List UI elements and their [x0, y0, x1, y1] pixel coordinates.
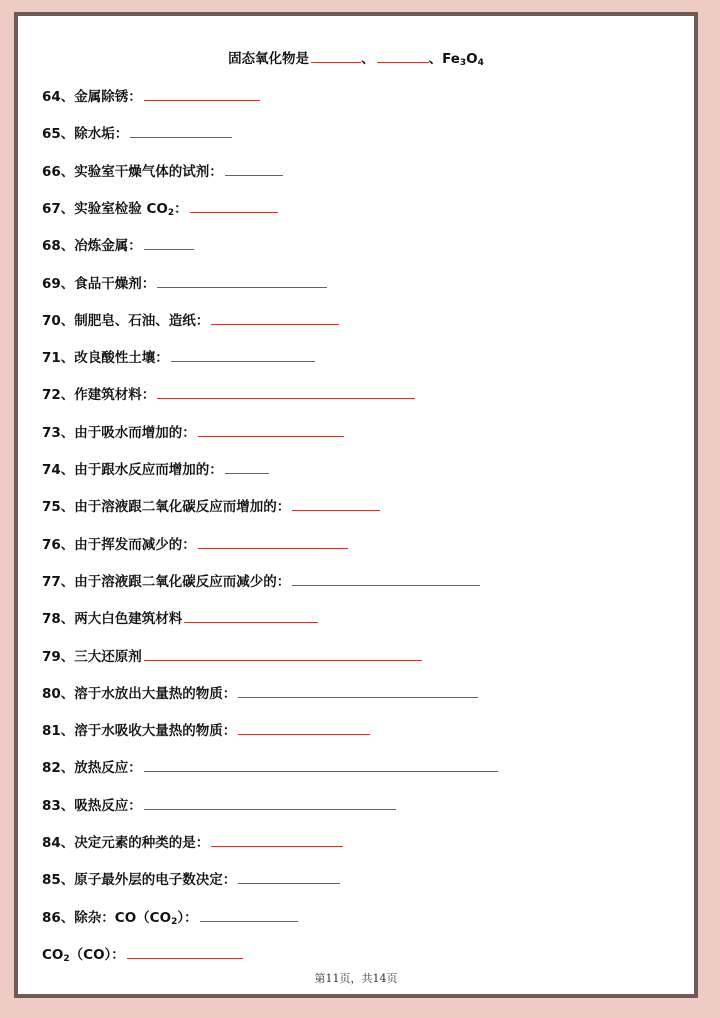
question-row — [42, 757, 498, 777]
answer-blank[interactable] — [225, 459, 269, 474]
separator: 、 — [361, 51, 375, 67]
question-text: 80、溶于水放出大量热的物质： — [42, 685, 237, 702]
question-row — [42, 720, 370, 740]
answer-blank[interactable] — [292, 571, 480, 586]
answer-blank[interactable] — [190, 198, 278, 213]
answer-blank[interactable] — [144, 86, 260, 101]
question-row — [42, 869, 340, 889]
question-text: 75、由于溶液跟二氧化碳反应而增加的： — [42, 499, 291, 516]
question-text: 73、由于吸水而增加的： — [42, 424, 196, 441]
question-text: 86、除杂：CO（CO — [42, 909, 172, 926]
question-row — [42, 422, 344, 442]
answer-blank[interactable] — [198, 422, 344, 437]
answer-blank[interactable] — [292, 496, 380, 511]
answer-blank[interactable] — [184, 608, 318, 623]
question-text: 78、两大白色建筑材料 — [42, 611, 183, 628]
question-row — [42, 608, 318, 628]
document-page — [14, 12, 698, 998]
answer-blank[interactable] — [171, 347, 315, 362]
question-text: 74、由于跟水反应而增加的： — [42, 462, 223, 478]
question-row — [42, 310, 339, 330]
answer-blank[interactable] — [377, 48, 429, 63]
question-row — [42, 86, 260, 106]
answer-blank[interactable] — [127, 944, 243, 959]
question-text: 81、溶于水吸收大量热的物质： — [42, 723, 237, 740]
question-row — [42, 832, 343, 852]
question-row — [42, 534, 348, 554]
question-text: 70、制肥皂、石油、造纸： — [42, 312, 210, 329]
question-row — [42, 683, 478, 703]
page-footer: 第11页，共14页 — [314, 972, 398, 985]
question-row — [42, 384, 415, 404]
formula-o: O — [466, 51, 478, 67]
question-row — [42, 347, 315, 367]
question-row — [42, 198, 278, 222]
question-row — [42, 273, 327, 293]
formula-subscript: 2 — [63, 953, 70, 964]
answer-blank[interactable] — [200, 907, 298, 922]
question-text: 76、由于挥发而减少的： — [42, 536, 196, 553]
question-row — [42, 459, 269, 479]
answer-blank[interactable] — [238, 683, 478, 698]
answer-blank[interactable] — [144, 757, 498, 772]
header-label: 固态氧化物是 — [228, 51, 310, 67]
formula-sub: 4 — [477, 58, 484, 68]
question-text-suffix: （CO）： — [69, 946, 125, 963]
question-text: 77、由于溶液跟二氧化碳反应而减少的： — [42, 573, 291, 590]
question-text: 69、食品干燥剂： — [42, 275, 156, 292]
separator: 、 — [428, 51, 443, 67]
answer-blank[interactable] — [211, 832, 343, 847]
question-row — [42, 795, 396, 815]
question-text: 66、实验室干燥气体的试剂： — [42, 163, 223, 180]
answer-blank[interactable] — [130, 123, 232, 138]
answer-blank[interactable] — [157, 273, 327, 288]
answer-blank[interactable] — [211, 310, 339, 325]
question-text: 71、改良酸性土壤： — [42, 350, 169, 367]
question-text: 64、金属除锈： — [42, 89, 142, 105]
formula-sub: 3 — [459, 58, 467, 68]
answer-blank[interactable] — [238, 720, 370, 735]
answer-blank[interactable] — [144, 795, 396, 810]
answer-blank[interactable] — [157, 384, 415, 399]
question-text: 65、除水垢： — [42, 126, 129, 143]
question-row — [42, 944, 243, 968]
answer-blank[interactable] — [144, 235, 194, 250]
answer-blank[interactable] — [238, 869, 340, 884]
question-text: 72、作建筑材料： — [42, 387, 156, 404]
question-row — [42, 496, 380, 516]
formula-fe: Fe — [442, 51, 460, 67]
question-text: CO — [42, 946, 64, 963]
answer-blank[interactable] — [311, 48, 361, 63]
question-row — [42, 161, 283, 181]
question-text: 79、三大还原剂 — [42, 648, 142, 665]
formula-subscript: 2 — [171, 916, 178, 927]
question-row — [42, 123, 232, 143]
question-text: 68、冶炼金属： — [42, 238, 142, 255]
question-row — [42, 571, 480, 591]
question-text-suffix: ： — [174, 200, 188, 217]
question-text: 67、实验室检验 CO — [42, 200, 168, 217]
question-row — [42, 907, 298, 931]
answer-blank[interactable] — [198, 534, 348, 549]
answer-blank[interactable] — [144, 646, 422, 661]
question-row — [42, 646, 422, 666]
question-text: 83、吸热反应： — [42, 797, 142, 814]
answer-blank[interactable] — [225, 161, 283, 176]
question-text: 82、放热反应： — [42, 760, 142, 777]
formula-subscript: 2 — [167, 207, 175, 218]
question-row — [42, 235, 194, 255]
question-text: 85、原子最外层的电子数决定： — [42, 872, 237, 889]
question-text-suffix: ）： — [177, 909, 198, 926]
header-line — [18, 48, 694, 72]
question-text: 84、决定元素的种类的是： — [42, 835, 210, 851]
